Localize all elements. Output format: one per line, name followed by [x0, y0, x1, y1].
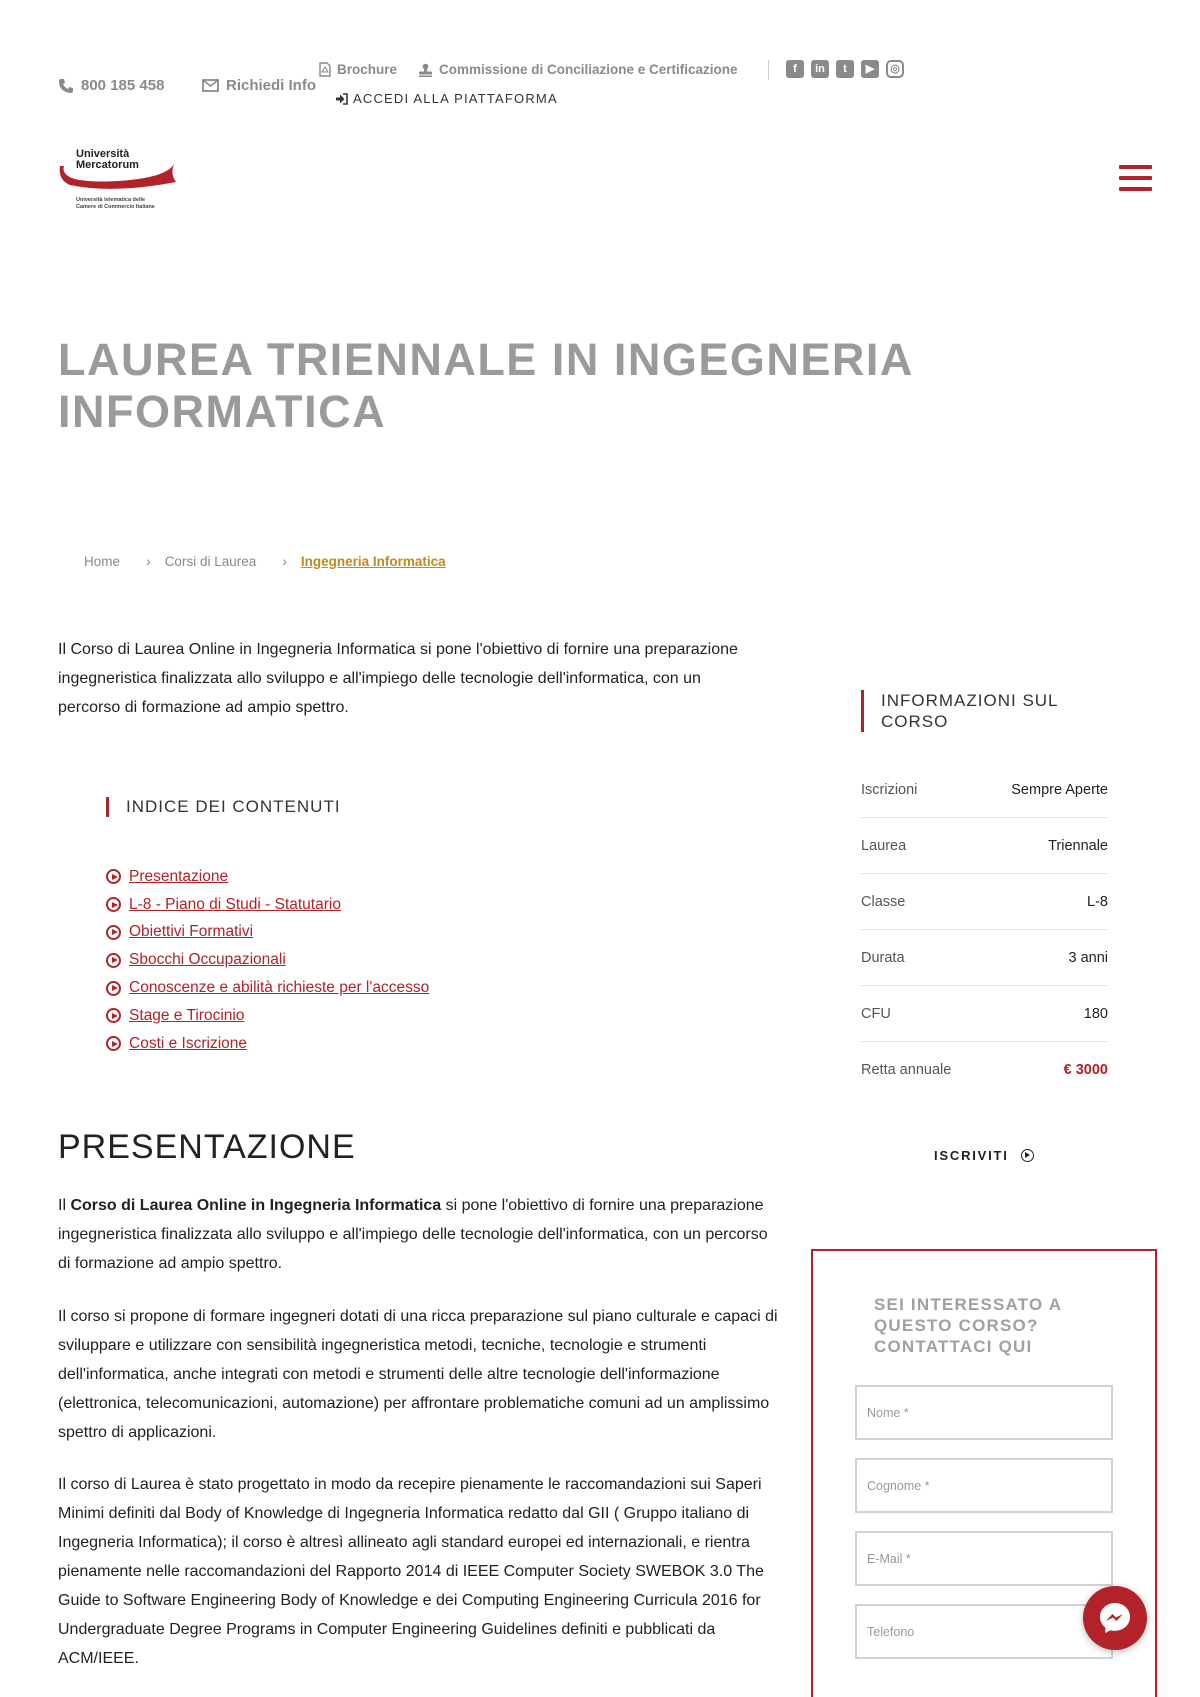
- logo-line1: Università: [76, 148, 130, 160]
- list-item: [106, 863, 429, 891]
- topbar-divider: [768, 60, 769, 80]
- index-list: [106, 863, 429, 1058]
- index-link[interactable]: L-8 - Piano di Studi - Statutario: [129, 895, 341, 913]
- list-item: [106, 974, 429, 1002]
- info-row: [861, 762, 1108, 818]
- telefono-field[interactable]: [855, 1604, 1113, 1659]
- list-item: [106, 1002, 429, 1030]
- logo-sub2: Camere di Commercio Italiane: [76, 204, 155, 210]
- accedi-label: ACCEDI ALLA PIATTAFORMA: [353, 91, 558, 106]
- phone-number: 800 185 458: [81, 77, 165, 94]
- logo-swoosh-icon: [58, 162, 178, 192]
- breadcrumb-home[interactable]: Home: [84, 553, 121, 569]
- index-link[interactable]: Obiettivi Formativi: [129, 923, 254, 941]
- info-value: Triennale: [1048, 837, 1108, 854]
- p1-bold: Corso di Laurea Online in Ingegneria Informatica: [70, 1197, 442, 1214]
- play-circle-icon: [106, 925, 121, 940]
- info-value: L-8: [1087, 893, 1108, 910]
- play-circle-icon: [106, 1008, 121, 1023]
- pdf-file-icon: [319, 62, 331, 77]
- info-row: [861, 1042, 1108, 1097]
- info-value: Sempre Aperte: [1011, 781, 1108, 798]
- index-link[interactable]: Conoscenze e abilità richieste per l'accesso: [129, 979, 430, 997]
- retta-value: € 3000: [1063, 1061, 1108, 1078]
- info-row: [861, 986, 1108, 1042]
- info-label: Retta annuale: [861, 1061, 952, 1078]
- chevron-right-icon: ›: [146, 553, 151, 569]
- presentazione-p2: Il corso si propone di formare ingegneri dotati di una ricca preparazione sul piano culturale e capaci di sviluppare e utilizzare con sensibilità ingegneristica metodi, tecniche, tecnologie e strumenti dell'informatica, anche integrati con metodi e strumenti delle altre tecnologie dell'informazione (elettronica, telecomunicazioni, automazione) per affrontare problematiche comuni ad un amplissimo spettro di applicazioni.: [58, 1308, 778, 1441]
- index-link[interactable]: Stage e Tirocinio: [129, 1006, 245, 1024]
- play-circle-icon: [106, 897, 121, 912]
- page-title: [58, 334, 914, 438]
- info-table: [861, 762, 1108, 1097]
- index-link[interactable]: Presentazione: [129, 867, 229, 885]
- richiedi-info-link[interactable]: [202, 77, 316, 94]
- sign-in-icon: [335, 93, 348, 105]
- social-links: [786, 60, 904, 78]
- brochure-link[interactable]: [319, 62, 397, 77]
- breadcrumb-corsi[interactable]: Corsi di Laurea: [164, 553, 257, 569]
- page-title-line1: LAUREA TRIENNALE IN INGEGNERIA: [58, 334, 914, 385]
- youtube-icon[interactable]: ▶: [861, 60, 879, 78]
- cognome-field[interactable]: [855, 1458, 1113, 1513]
- email-field[interactable]: [855, 1531, 1113, 1586]
- chevron-right-icon: ›: [282, 553, 287, 569]
- p1-pre: Il: [58, 1197, 71, 1214]
- logo-line2: Mercatorum: [76, 159, 139, 171]
- index-title: INDICE DEI CONTENUTI: [106, 797, 341, 817]
- info-label: CFU: [861, 1005, 891, 1022]
- menu-hamburger-icon[interactable]: [1119, 165, 1152, 198]
- facebook-icon[interactable]: f: [786, 60, 804, 78]
- list-item: [106, 1030, 429, 1058]
- index-link[interactable]: Costi e Iscrizione: [129, 1034, 248, 1052]
- play-circle-icon: [106, 869, 121, 884]
- phone-link[interactable]: [58, 77, 164, 94]
- info-label: Durata: [861, 949, 905, 966]
- p1-post: si pone l'obiettivo di fornire una preparazione ingegneristica finalizzata allo sviluppo e all'impiego delle tecnologie dell'informatica, con un percorso di formazione ad ampio spettro.: [58, 1197, 768, 1272]
- messenger-icon: [1097, 1600, 1133, 1636]
- commissione-label: Commissione di Conciliazione e Certificazione: [439, 62, 738, 77]
- presentazione-heading: PRESENTAZIONE: [58, 1128, 356, 1166]
- info-label: Laurea: [861, 837, 907, 854]
- logo[interactable]: [58, 148, 183, 214]
- presentazione-p3: Il corso di Laurea è stato progettato in modo da recepire pienamente le raccomandazioni sui Saperi Minimi definiti dal Body of Knowledge di Ingegneria Informatica redatto dal GII ( Gruppo italiano di Ingegneria Informatica); il corso è altresì allineato agli standard europei ed internazionali, e rientra pienamente nelle raccomandazioni del Rapporto 2014 di IEEE Computer Society SWEBOK 3.0 The Guide to Software Engineering Body of Knowledge e dei Computing Engineering Curricula 2016 for Undergraduate Degree Programs in Computer Engineering Guidelines definiti e pubblicati da ACM/IEEE.: [58, 1476, 764, 1667]
- messenger-button[interactable]: [1083, 1586, 1147, 1650]
- form-title: SEI INTERESSATO A QUESTO CORSO? CONTATTACI QUI: [874, 1295, 1062, 1356]
- envelope-icon: [202, 79, 219, 92]
- commissione-link[interactable]: [418, 62, 738, 77]
- play-circle-icon: [1021, 1149, 1034, 1162]
- phone-icon: [58, 78, 74, 94]
- brochure-label: Brochure: [337, 62, 398, 77]
- info-value: 180: [1083, 1005, 1108, 1022]
- intro-text: Il Corso di Laurea Online in Ingegneria Informatica si pone l'obiettivo di fornire una preparazione ingegneristica finalizzata allo sviluppo e all'impiego delle tecnologie dell'informatica, con un percorso di formazione ad ampio spettro.: [58, 641, 738, 716]
- play-circle-icon: [106, 953, 121, 968]
- iscriviti-button[interactable]: [934, 1148, 1034, 1163]
- linkedin-icon[interactable]: in: [811, 60, 829, 78]
- list-item: [106, 891, 429, 919]
- breadcrumb-current[interactable]: Ingegneria Informatica: [300, 553, 446, 569]
- logo-sub1: Università telematica delle: [76, 197, 146, 203]
- instagram-icon[interactable]: ◎: [886, 60, 904, 78]
- info-row: [861, 874, 1108, 930]
- list-item: [106, 919, 429, 947]
- info-label: Iscrizioni: [861, 781, 918, 798]
- info-label: Classe: [861, 893, 906, 910]
- list-item: [106, 946, 429, 974]
- page-title-line2: INFORMATICA: [58, 386, 387, 437]
- info-row: [861, 818, 1108, 874]
- info-value: 3 anni: [1068, 949, 1108, 966]
- breadcrumb: [84, 553, 446, 569]
- play-circle-icon: [106, 981, 121, 996]
- stamp-icon: [418, 63, 433, 77]
- info-row: [861, 930, 1108, 986]
- nome-field[interactable]: [855, 1385, 1113, 1440]
- info-title: INFORMAZIONI SUL CORSO: [861, 690, 1081, 732]
- twitter-icon[interactable]: t: [836, 60, 854, 78]
- iscriviti-label: ISCRIVITI: [934, 1148, 1009, 1163]
- richiedi-info-label: Richiedi Info: [226, 77, 316, 94]
- index-link[interactable]: Sbocchi Occupazionali: [129, 951, 286, 969]
- presentazione-p1: [58, 1191, 778, 1278]
- accedi-link[interactable]: [335, 91, 558, 106]
- play-circle-icon: [106, 1036, 121, 1051]
